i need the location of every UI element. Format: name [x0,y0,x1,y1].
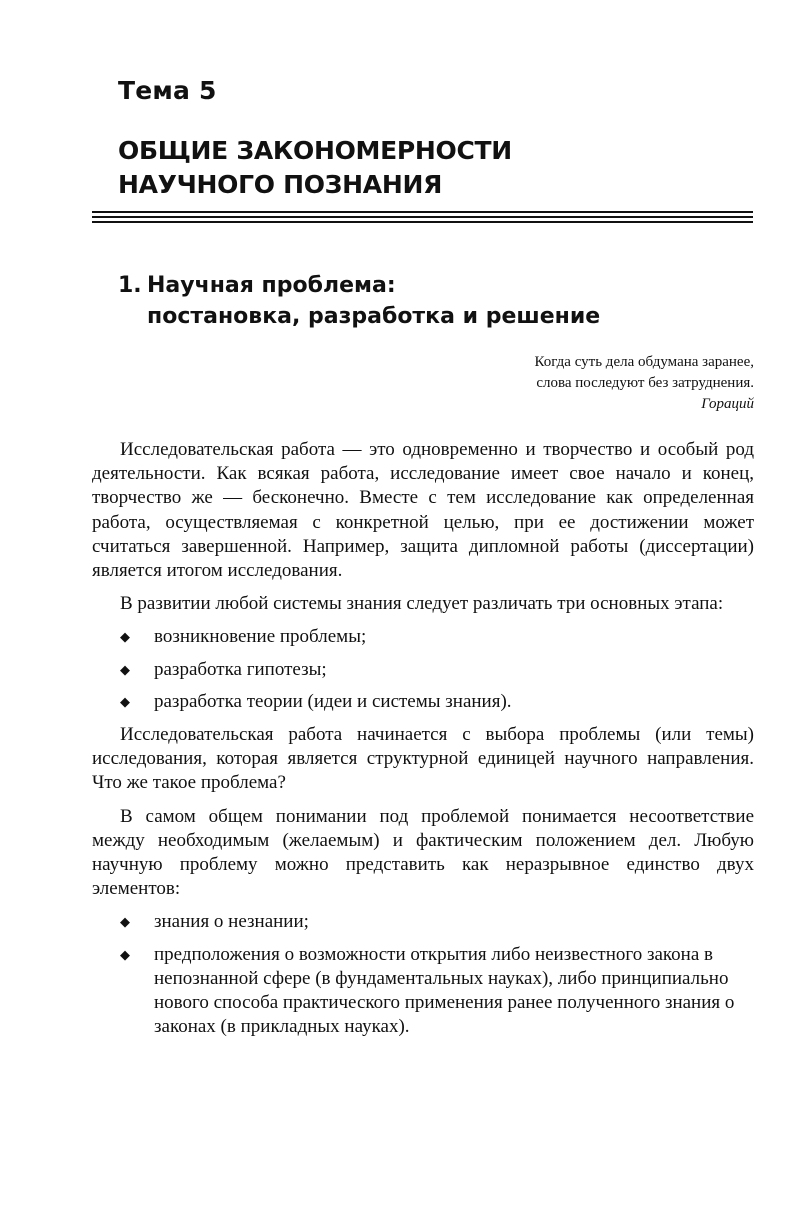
topic-label: Тема 5 [118,76,217,105]
section-heading [118,270,600,332]
list-item-text: разработка гипотезы; [154,658,327,680]
divider-rule [92,216,753,218]
chapter-title-line-2: НАУЧНОГО ПОЗНАНИЯ [118,170,443,199]
section-number: 1. [118,273,142,298]
list-item [92,910,754,934]
list-item [92,690,754,714]
stages-list [92,625,754,714]
divider-rule [92,211,753,213]
list-item-text: разработка теории (идеи и системы знания). [154,690,512,712]
elements-list [92,910,754,1039]
diamond-bullet-icon: ◆ [120,661,130,677]
section-title-line-1: Научная проблема: [147,273,396,298]
paragraph-4: В самом общем понимании под проблемой понимается несоответствие между необходимым (желаемым) и фактическим положением дел. Любую научную проблему можно представить как неразрывное единство двух элементов: [92,805,754,900]
diamond-bullet-icon: ◆ [120,946,130,962]
divider-rule [92,221,753,223]
epigraph-line-2: слова последуют без затруднения. [536,375,754,391]
chapter-title-line-1: ОБЩИЕ ЗАКОНОМЕРНОСТИ [118,136,512,165]
chapter-title [118,134,512,202]
list-item-text: знания о незнании; [154,911,309,933]
list-item-text: возникновение проблемы; [154,626,367,648]
diamond-bullet-icon: ◆ [120,629,130,645]
paragraph-2: В развитии любой системы знания следует различать три основных этапа: [120,593,724,615]
diamond-bullet-icon: ◆ [120,693,130,709]
list-item-text: предположения о возможности открытия либо неизвестного закона в непознанной сфере (в фундаментальных науках), либо принципиально нового способа практического применения ранее полученного знания о законах (в прикладных науках). [154,943,735,1038]
paragraph-3: Исследовательская работа начинается с выбора проблемы (или темы) исследования, которая является структурной единицей научного направления. Что же такое проблема? [92,724,754,794]
paragraph-1: Исследовательская работа — это одновременно и творчество и особый род деятельности. Как всякая работа, исследование имеет свое начало и конец, творчество же — бесконечно. Вместе с тем исследование как определенная работа, осуществляемая с конкретной целью, при ее достижении может считаться завершенной. Например, защита дипломной работы (диссертации) является итогом исследования. [92,439,754,582]
list-item [92,658,754,682]
epigraph-author: Гораций [701,396,754,412]
epigraph [535,352,755,415]
list-item [92,625,754,649]
diamond-bullet-icon: ◆ [120,914,130,930]
section-title-line-2: постановка, разработка и решение [147,304,601,329]
list-item [92,943,754,1040]
body-text [92,438,754,1048]
epigraph-line-1: Когда суть дела обдумана заранее, [534,354,754,370]
